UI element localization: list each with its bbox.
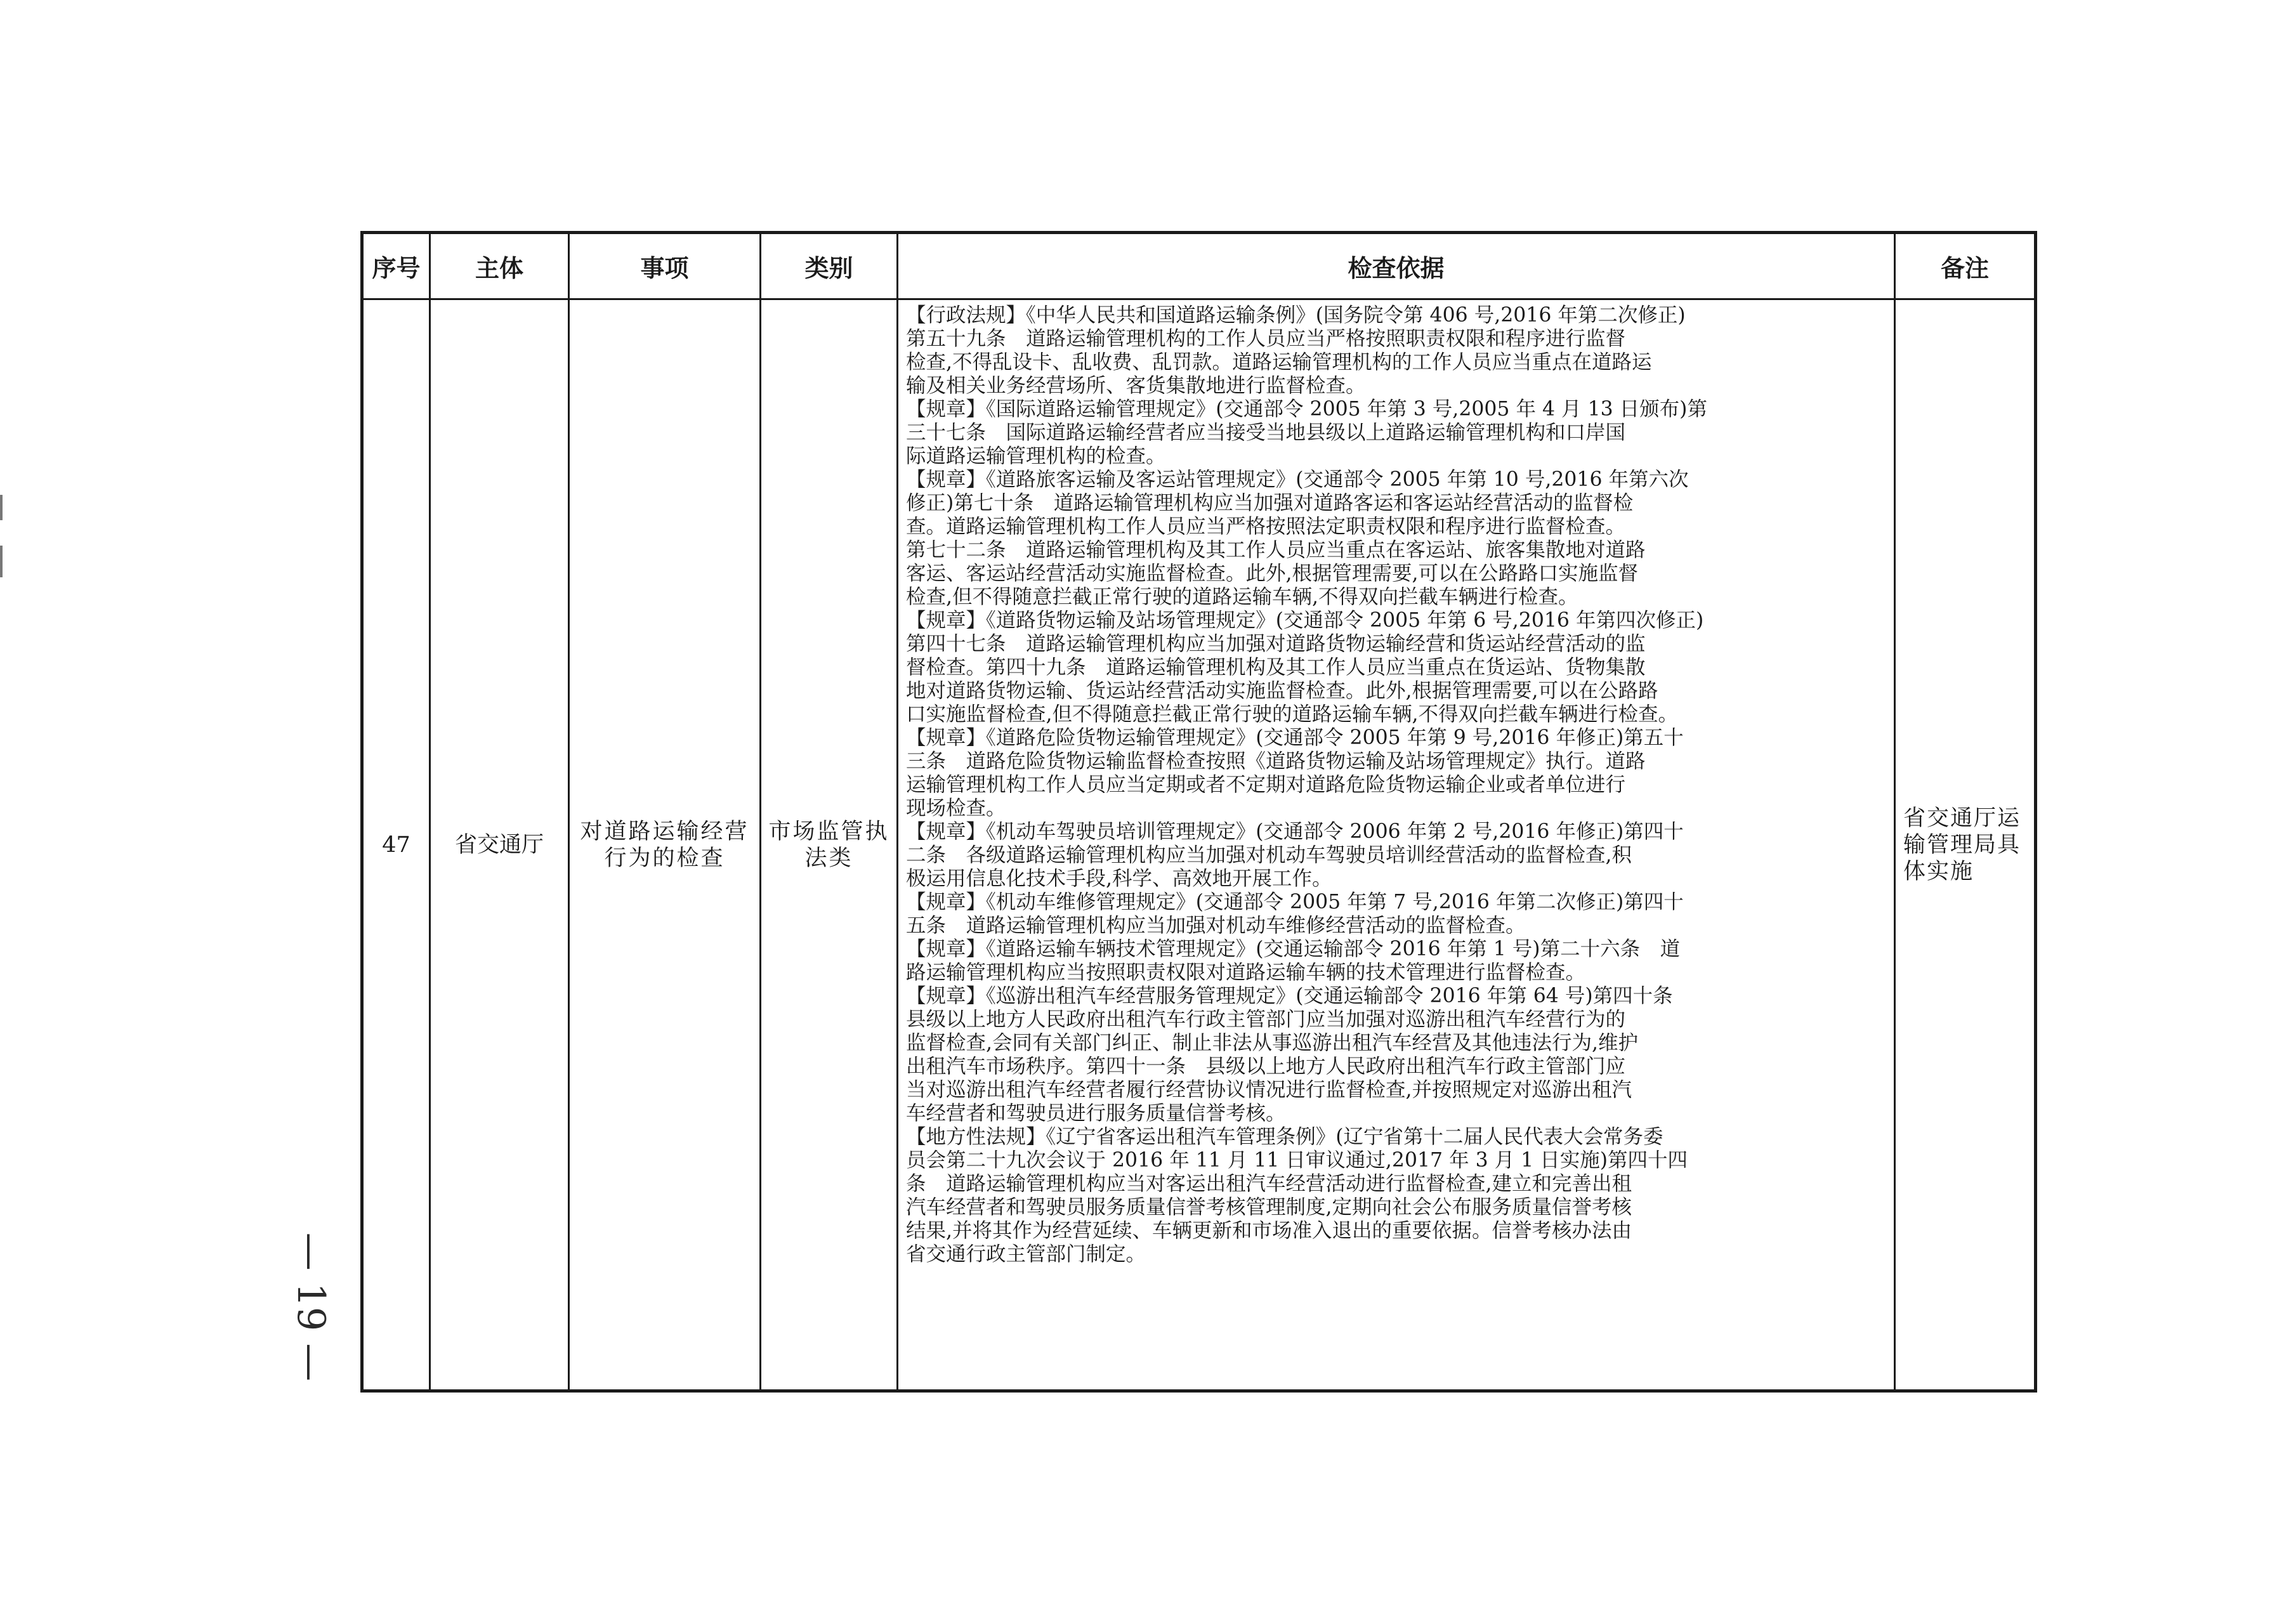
page-number: — 19 — [289,1232,333,1382]
basis-line: 输及相关业务经营场所、客货集散地进行监督检查。 [906,374,1366,397]
cell-subject: 省交通厅 [430,299,569,1391]
header-note: 备注 [1895,233,2036,299]
basis-line: 查。道路运输管理机构工作人员应当严格按照法定职责权限和程序进行监督检查。 [906,515,1626,538]
cell-seq: 47 [362,299,430,1391]
cell-basis [898,299,1895,1391]
cell-category: 市场监管执法类 [761,299,898,1391]
basis-line: 县级以上地方人民政府出租汽车行政主管部门应当加强对巡游出租汽车经营行为的 [906,1008,1626,1031]
basis-line: 出租汽车市场秩序。第四十一条 县级以上地方人民政府出租汽车行政主管部门应 [906,1055,1626,1078]
basis-line: 汽车经营者和驾驶员服务质量信誉考核管理制度,定期向社会公布服务质量信誉考核 [906,1196,1632,1219]
basis-line: 口实施监督检查,但不得随意拦截正常行驶的道路运输车辆,不得双向拦截车辆进行检查。 [906,703,1679,726]
basis-line: 【规章】《道路运输车辆技术管理规定》(交通运输部令 2016 年第 1 号)第二十六条 道 [906,938,1681,960]
basis-line: 二条 各级道路运输管理机构应当加强对机动车驾驶员培训经营活动的监督检查,积 [906,844,1632,867]
basis-line: 五条 道路运输管理机构应当加强对机动车维修经营活动的监督检查。 [906,914,1526,937]
basis-line: 【规章】《巡游出租汽车经营服务管理规定》(交通运输部令 2016 年第 64 号)第四十条 [906,985,1673,1007]
basis-line: 督检查。第四十九条 道路运输管理机构及其工作人员应当重点在货运站、货物集散 [906,656,1646,679]
basis-line: 车经营者和驾驶员进行服务质量信誉考核。 [906,1102,1286,1125]
basis-line: 三条 道路危险货物运输监督检查按照《道路货物运输及站场管理规定》执行。道路 [906,750,1646,773]
cell-note: 省交通厅运输管理局具体实施 [1895,299,2036,1391]
basis-line: 当对巡游出租汽车经营者履行经营协议情况进行监督检查,并按照规定对巡游出租汽 [906,1078,1632,1101]
basis-line: 检查,但不得随意拦截正常行驶的道路运输车辆,不得双向拦截车辆进行检查。 [906,586,1578,608]
table-header-row [362,233,2036,299]
basis-line: 省交通行政主管部门制定。 [906,1243,1146,1266]
basis-line: 第五十九条 道路运输管理机构的工作人员应当严格按照职责权限和程序进行监督 [906,327,1626,350]
basis-line: 际道路运输管理机构的检查。 [906,445,1166,468]
header-basis: 检查依据 [898,233,1895,299]
header-seq: 序号 [362,233,430,299]
scan-edge-mark [0,495,3,520]
inspection-table [360,231,2037,1393]
basis-line: 【规章】《国际道路运输管理规定》(交通部令 2005 年第 3 号,2005 年 4 月 13 日颁布)第 [906,398,1707,421]
basis-line: 客运、客运站经营活动实施监督检查。此外,根据管理需要,可以在公路路口实施监督 [906,562,1639,585]
basis-line: 监督检查,会同有关部门纠正、制止非法从事巡游出租汽车经营及其他违法行为,维护 [906,1032,1639,1054]
basis-line: 现场检查。 [906,797,1006,820]
basis-line: 结果,并将其作为经营延续、车辆更新和市场准入退出的重要依据。信誉考核办法由 [906,1219,1632,1242]
basis-line: 【规章】《道路旅客运输及客运站管理规定》(交通部令 2005 年第 10 号,2016 年第六次 [906,468,1689,491]
basis-line: 【规章】《道路货物运输及站场管理规定》(交通部令 2005 年第 6 号,2016 年第四次修正) [906,609,1704,632]
basis-line: 员会第二十九次会议于 2016 年 11 月 11 日审议通过,2017 年 3 月 1 日实施)第四十四 [906,1149,1688,1172]
basis-line: 【规章】《道路危险货物运输管理规定》(交通部令 2005 年第 9 号,2016 年修正)第五十 [906,726,1684,749]
basis-line: 第四十七条 道路运输管理机构应当加强对道路货物运输经营和货运站经营活动的监 [906,633,1646,655]
basis-line: 修正)第七十条 道路运输管理机构应当加强对道路客运和客运站经营活动的监督检 [906,492,1634,515]
basis-line: 地对道路货物运输、货运站经营活动实施监督检查。此外,根据管理需要,可以在公路路 [906,679,1658,702]
cell-item: 对道路运输经营行为的检查 [569,299,761,1391]
basis-line: 运输管理机构工作人员应当定期或者不定期对道路危险货物运输企业或者单位进行 [906,773,1626,796]
basis-line: 第七十二条 道路运输管理机构及其工作人员应当重点在客运站、旅客集散地对道路 [906,539,1646,561]
basis-line: 【行政法规】《中华人民共和国道路运输条例》(国务院令第 406 号,2016 年第二次修正) [906,304,1686,327]
basis-line: 【规章】《机动车驾驶员培训管理规定》(交通部令 2006 年第 2 号,2016 年修正)第四十 [906,820,1684,843]
header-item: 事项 [569,233,761,299]
basis-line: 【地方性法规】《辽宁省客运出租汽车管理条例》(辽宁省第十二届人民代表大会常务委 [906,1125,1663,1148]
scan-edge-mark [0,546,3,577]
basis-line: 路运输管理机构应当按照职责权限对道路运输车辆的技术管理进行监督检查。 [906,961,1586,984]
basis-line: 条 道路运输管理机构应当对客运出租汽车经营活动进行监督检查,建立和完善出租 [906,1172,1632,1195]
header-category: 类别 [761,233,898,299]
table-row [362,299,2036,1391]
basis-line: 【规章】《机动车维修管理规定》(交通部令 2005 年第 7 号,2016 年第二次修正)第四十 [906,891,1684,914]
basis-text [906,304,1887,1266]
basis-line: 三十七条 国际道路运输经营者应当接受当地县级以上道路运输管理机构和口岸国 [906,421,1626,444]
basis-line: 极运用信息化技术手段,科学、高效地开展工作。 [906,867,1332,890]
basis-line: 检查,不得乱设卡、乱收费、乱罚款。道路运输管理机构的工作人员应当重点在道路运 [906,351,1652,374]
header-subject: 主体 [430,233,569,299]
